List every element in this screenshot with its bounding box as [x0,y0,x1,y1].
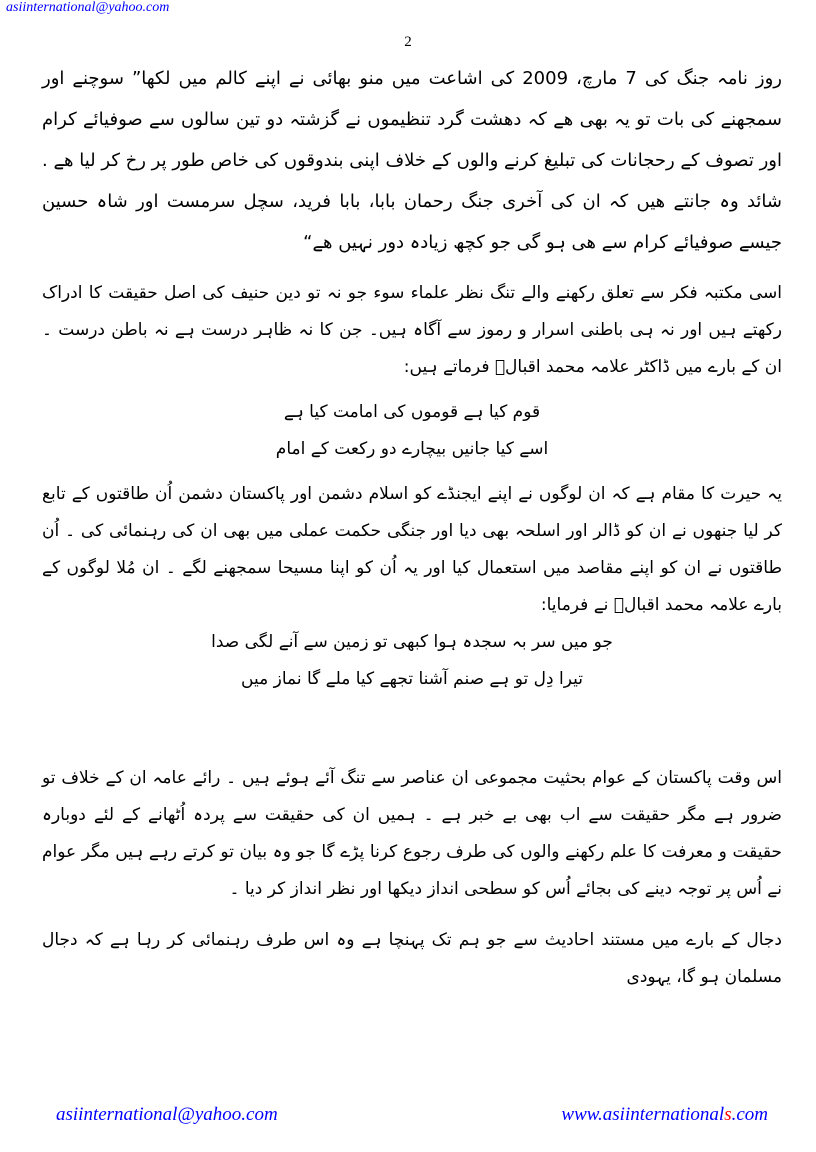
header-email[interactable]: asiinternational@yahoo.com [6,0,170,15]
paragraph-4: اس وقت پاکستان کے عوام بحثیت مجموعی ان عناصر سے تنگ آئے ہوئے ہیں ۔ رائے عامہ ان کے خلاف تو ضرور ہے مگر حقیقت سے اب بھی بے خبر ہے ۔ ہمیں ان کی حقیقت سے پردہ اُٹھانے کے لئے دوبارہ حقیقت و معرفت کا علم رکھنے والوں کی طرف رجوع کرنا پڑے گا جو وہ بیان تو کرتے رہے ہیں مگر عوام نے اُس پر توجہ دینے کی بجائے اُس کو سطحی انداز دیکھا اور نظر انداز کر دیا ۔ [42,768,782,899]
verse-2-line-1: جو میں سر بہ سجدہ ہوا کبھی تو زمین سے آنے لگی صدا [211,632,613,652]
footer-website-link[interactable] [561,1104,768,1126]
paragraph-3: یہ حیرت کا مقام ہے کہ ان لوگوں نے اپنے ایجنڈے کو اسلام دشمن اور پاکستان دشمن اُن طاقتوں کے تابع کر لیا جنھوں نے ان کو ڈالر اور اسلحہ بھی دیا اور جنگی حکمت عملی میں بھی ان کی رہنمائی کی ۔ اُن طاقتوں نے ان کو اپنے مقاصد میں استعمال کیا اور یہ اُن کو اپنا مسیحا سمجھنے لگے ۔ ان مُلا لوگوں کے بارے علامہ محمد اقبالؒ نے فرمایا: [42,484,782,615]
footer-email-link[interactable]: asiinternational@yahoo.com [56,1104,278,1125]
page-number: 2 [404,34,412,50]
article-body [42,58,782,996]
website-highlight: s [724,1104,732,1125]
verse-1-line-1: قوم کیا ہے قوموں کی امامت کیا ہے [283,402,541,422]
paragraph-5: دجال کے بارے میں مستند احادیث سے جو ہم تک پہنچا ہے وہ اس طرف رہنمائی کر رہا ہے کہ دجال مسلمان ہو گا، یہودی [42,930,782,987]
verse-2-line-2: تیرا دِل تو ہے صنم آشنا تجھے کیا ملے گا نماز میں [241,669,583,689]
verse-1-line-2: اسے کیا جانیں بیچارے دو رکعت کے امام [275,439,549,459]
paragraph-1: روز نامہ جنگ کی 7 مارچ، 2009 کی اشاعت میں منو بھائی نے اپنے کالم میں لکھا” سوچنے اور سمجھنے کی بات تو یہ بھی ھے کہ دھشت گرد تنظیموں نے گزشتہ دو تین سالوں سے صوفیائے کرام اور تصوف کے رحجانات کی تبلیغ کرنے والوں کے خلاف اپنی بندوقوں کی خاص طور پر رخ کر لیا ھے . شائد وہ جانتے ھیں کہ ان کی آخری جنگ رحمان بابا، بابا فرید، سچل سرمست اور شاہ حسین جیسے صوفیائے کرام سے ھی ہو گی جو کچھ زیادہ دور نہیں ھے“ [42,68,782,253]
website-prefix: www.asiinternational [561,1104,725,1125]
website-suffix: .com [731,1104,768,1125]
paragraph-2: اسی مکتبہ فکر سے تعلق رکھنے والے تنگ نظر علماء سوء جو نہ تو دین حنیف کی اصل حقیقت کا ادراک رکھتے ہیں اور نہ ہی باطنی اسرار و رموز سے آگاہ ہیں۔ جن کا نہ ظاہر درست ہے نہ باطن درست ۔ ان کے بارے میں ڈاکٹر علامہ محمد اقبالؒ فرماتے ہیں: [42,283,782,377]
